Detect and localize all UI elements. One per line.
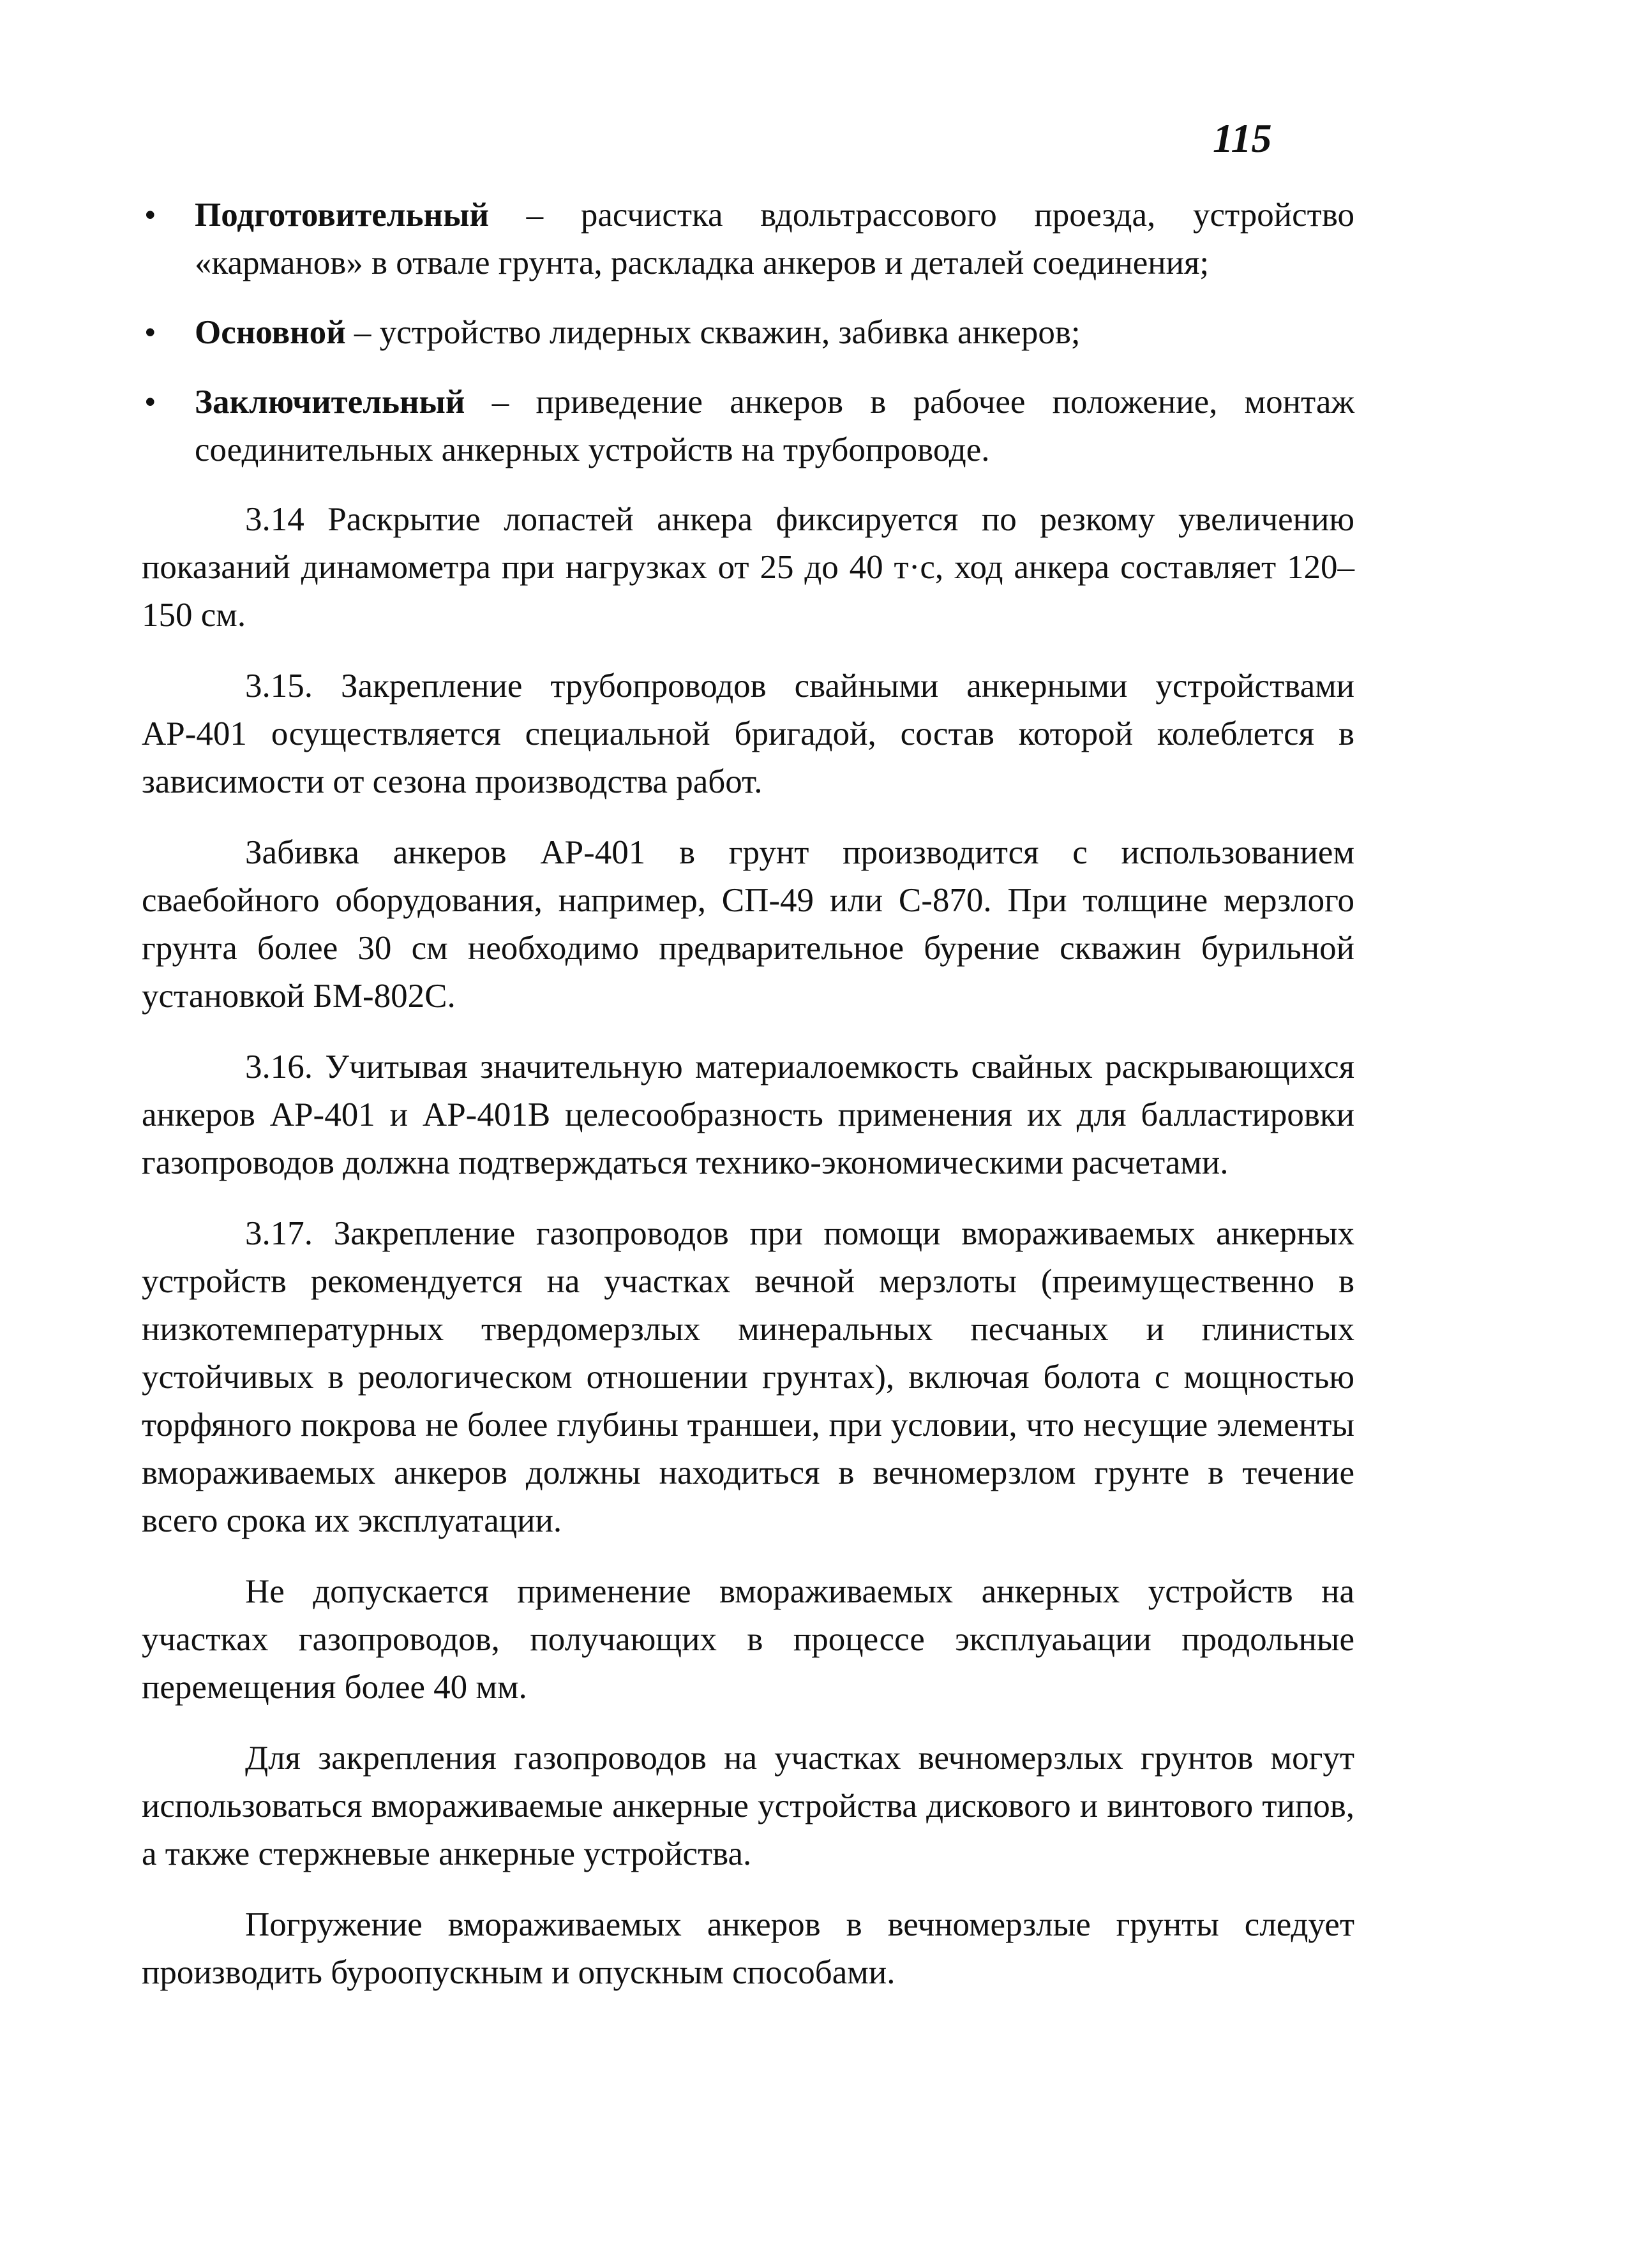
stage-term: Основной bbox=[195, 314, 346, 351]
stage-term: Заключительный bbox=[195, 384, 465, 421]
paragraph-installation-methods: Погружение вмораживаемых анкеров в вечномерзлые грунты следует производить буроопускным и опускным способами. bbox=[142, 1906, 1354, 1991]
list-item-final bbox=[0, 378, 1354, 474]
work-stages-list bbox=[142, 191, 1354, 474]
list-item-body bbox=[176, 191, 1354, 287]
paragraph-3-14: 3.14 Раскрытие лопастей анкера фиксируется по резкому увеличению показаний динамометра при нагрузках от 25 до 40 т·с, ход анкера составляет 120–150 см. bbox=[142, 501, 1354, 634]
bullet-icon: • bbox=[144, 314, 156, 351]
stage-description: – устройство лидерных скважин, забивка анкеров; bbox=[345, 314, 1081, 351]
paragraph-driving-anchors: Забивка анкеров АР-401 в грунт производится с использованием сваебойного оборудования, например, СП-49 или С-870. При толщине мерзлого грунта более 30 см необходимо предварительное бурение скважин бурильной установкой БМ-802С. bbox=[142, 834, 1354, 1015]
paragraph-3-16: 3.16. Учитывая значительную материалоемкость свайных раскрывающихся анкеров АР-401 и АР-401В целесообразность применения их для балластировки газопроводов должна подтверждаться технико-экономическими расчетами. bbox=[142, 1048, 1354, 1181]
paragraph-3-15: 3.15. Закрепление трубопроводов свайными анкерными устройствами АР-401 осуществляется специальной бригадой, состав которой колеблется в зависимости от сезона производства работ. bbox=[142, 668, 1354, 800]
stage-description: – приведение анкеров в рабочее положение, монтаж соединительных анкерных устройств на трубопроводе. bbox=[195, 384, 1354, 468]
bullet-icon: • bbox=[144, 197, 156, 234]
list-item-body bbox=[176, 309, 1354, 357]
bullet-icon: • bbox=[144, 384, 156, 421]
list-item-body bbox=[176, 378, 1354, 474]
page-number: 115 bbox=[1213, 116, 1272, 161]
page-content bbox=[142, 191, 1354, 2020]
stage-term: Подготовительный bbox=[195, 197, 490, 234]
paragraph-not-allowed: Не допускается применение вмораживаемых анкерных устройств на участках газопроводов, получающих в процессе эксплуаьации продольные перемещения более 40 мм. bbox=[142, 1573, 1354, 1706]
stage-description: – расчистка вдольтрассового проезда, устройство «карманов» в отвале грунта, раскладка анкеров и деталей соединения; bbox=[195, 197, 1354, 281]
list-item-main bbox=[0, 309, 1354, 357]
list-item-preparatory bbox=[0, 191, 1354, 287]
paragraph-anchor-types: Для закрепления газопроводов на участках вечномерзлых грунтов могут использоваться вмораживаемые анкерные устройства дискового и винтового типов, а также стержневые анкерные устройства. bbox=[142, 1740, 1354, 1872]
paragraph-3-17: 3.17. Закрепление газопроводов при помощи вмораживаемых анкерных устройств рекомендуется на участках вечной мерзлоты (преимущественно в низкотемпературных твердомерзлых минеральных песчаных и глинистых устойчивых в реологическом отношении грунтах), включая болота с мощностью торфяного покрова не более глубины траншеи, при условии, что несущие элементы вмораживаемых анкеров должны находиться в вечномерзлом грунте в течение всего срока их эксплуатации. bbox=[142, 1215, 1354, 1539]
